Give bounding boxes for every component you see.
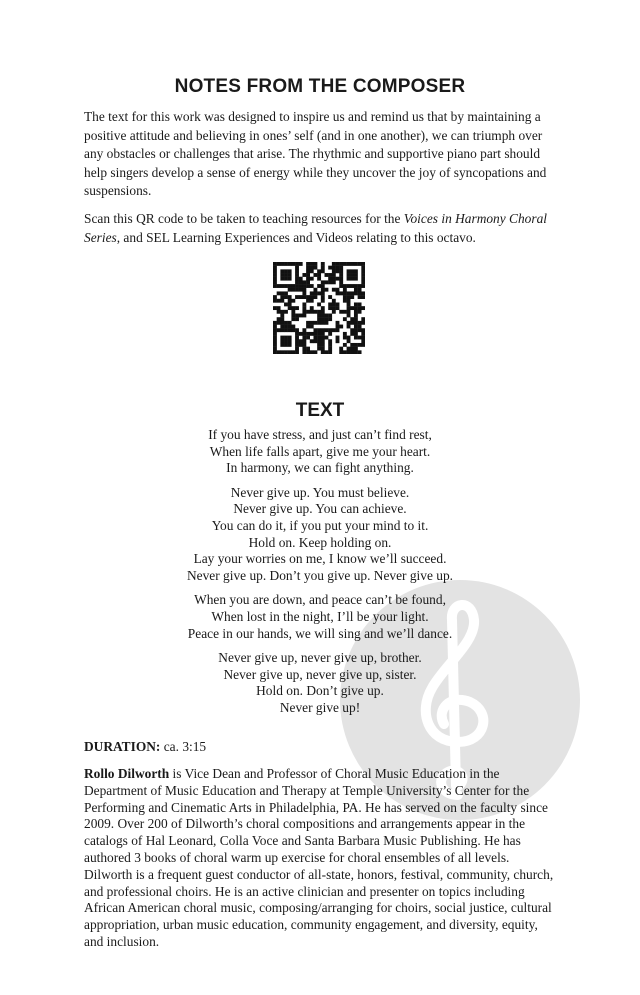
lyrics bbox=[0, 427, 640, 725]
lyric-line: Hold on. Don’t give up. bbox=[256, 683, 384, 699]
lyric-line: Never give up. You must believe. bbox=[230, 484, 410, 500]
qr-code-icon[interactable] bbox=[273, 262, 365, 354]
notes-section bbox=[84, 108, 564, 256]
lyric-line: If you have stress, and just can’t find rest, bbox=[208, 427, 432, 442]
lyric-line: Lay your worries on me, I know we’ll succeed. bbox=[193, 551, 447, 567]
lyric-stanza bbox=[0, 650, 640, 716]
duration-value: ca. 3:15 bbox=[163, 739, 207, 754]
bio-text: is Vice Dean and Professor of Choral Music Education in the Department of Music Education and Therapy at Temple University’s Center for the Performing and Cinematic Arts in Philadelphia, PA. He has served on the faculty since 2009. Over 200 of Dilworth’s choral compositions and arrangements appear in the catalogs of Hal Leonard, Colla Voce and Santa Barbara Music Publishing. He has authored 3 books of choral warm up exercise for choral ensembles of all levels. Dilworth is a frequent guest conductor of all-state, honors, festival, community, church, and professional choirs. He is an active clinician and presenter on topics including African American choral music, composing/arranging for choirs, social justice, cultural appropriation, urban music education, community engagement, and diversity, equity, and inclusion. bbox=[84, 766, 554, 949]
lyric-line: When life falls apart, give me your heart. bbox=[209, 443, 431, 459]
notes-title: NOTES FROM THE COMPOSER bbox=[174, 76, 466, 97]
lyric-line: Never give up, never give up, brother. bbox=[218, 650, 422, 666]
lyric-line: In harmony, we can fight anything. bbox=[226, 460, 414, 476]
lyric-line: Never give up. Don’t you give up. Never give up. bbox=[186, 567, 453, 583]
lyric-line: Never give up! bbox=[279, 699, 361, 715]
lyric-stanza bbox=[0, 592, 640, 642]
lyric-line: Never give up. You can achieve. bbox=[233, 501, 407, 517]
lyric-line: You can do it, if you put your mind to it. bbox=[211, 517, 429, 533]
lyric-stanza bbox=[0, 485, 640, 585]
lyric-line: Never give up, never give up, sister. bbox=[223, 666, 417, 682]
notes-paragraph-2: Scan this QR code to be taken to teaching resources for the Voices in Harmony Choral Series, and SEL Learning Experiences and Videos relating to this octavo. bbox=[84, 210, 547, 245]
notes-paragraph-1: The text for this work was designed to inspire us and remind us that by maintaining a positive attitude and believing in ones’ self (and in one another), we can triumph over any obstacles or challenges that arise. The rhythmic and supportive piano part should help singers develop a sense of energy while they uncover the joy of syncopations and suspensions. bbox=[84, 109, 547, 199]
lyric-stanza bbox=[0, 427, 640, 477]
text-title: TEXT bbox=[295, 400, 345, 421]
duration-label: DURATION: bbox=[84, 739, 161, 754]
series-name: Voices in Harmony Choral Series bbox=[84, 210, 547, 245]
lyric-line: Hold on. Keep holding on. bbox=[248, 534, 392, 550]
composer-bio bbox=[84, 766, 560, 951]
lyric-line: Peace in our hands, we will sing and we’ll dance. bbox=[187, 625, 453, 641]
duration bbox=[84, 739, 206, 755]
composer-name: Rollo Dilworth bbox=[84, 766, 170, 781]
lyric-line: When lost in the night, I’ll be your light. bbox=[211, 608, 429, 624]
lyric-line: When you are down, and peace can’t be found, bbox=[194, 592, 446, 608]
